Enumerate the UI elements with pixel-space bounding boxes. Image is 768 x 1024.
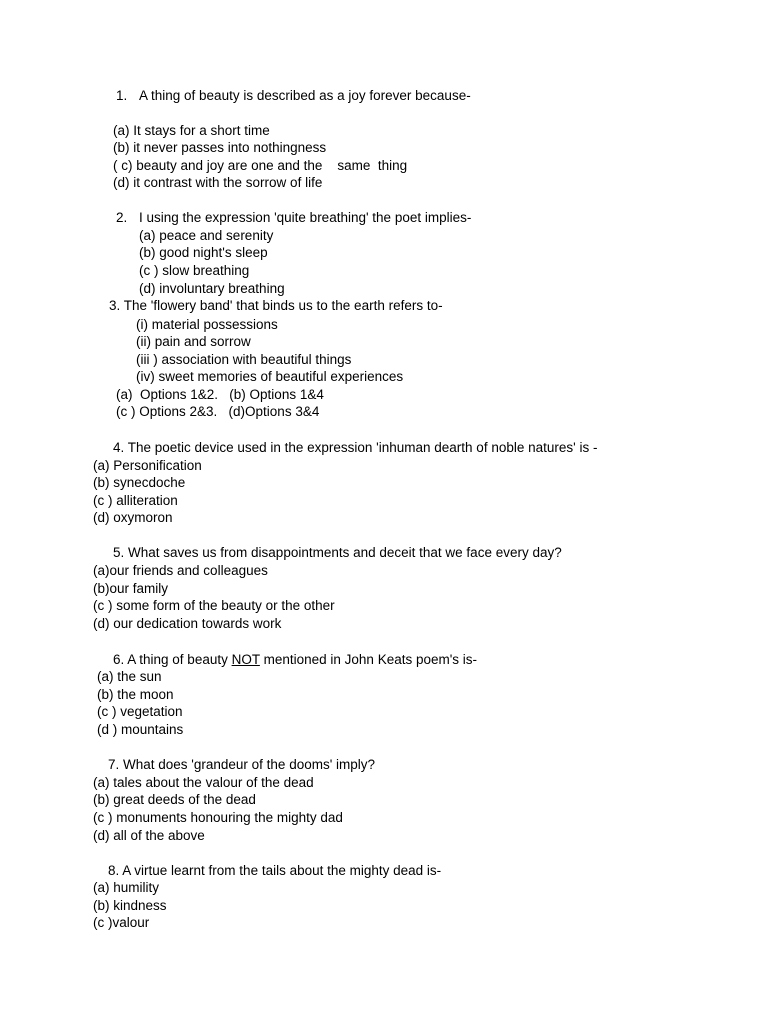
question-3-item-iv: (iv) sweet memories of beautiful experiences [136,369,404,384]
question-8-option-c: (c )valour [93,915,150,930]
question-5-option-b: (b)our family [93,581,169,596]
question-7-option-c: (c ) monuments honouring the mighty dad [93,810,343,825]
question-6-option-d: (d ) mountains [97,722,184,737]
question-5-option-a: (a)our friends and colleagues [93,563,268,578]
question-6-stem [113,651,477,668]
question-2-option-a: (a) peace and serenity [139,228,274,243]
question-3-item-ii: (ii) pain and sorrow [136,334,251,349]
question-8-stem: 8. A virtue learnt from the tails about the mighty dead is- [108,863,442,878]
question-2-option-b: (b) good night's sleep [139,245,268,260]
question-4-stem: 4. The poetic device used in the expression 'inhuman dearth of noble natures' is - [113,440,598,455]
question-6-option-b: (b) the moon [97,687,174,702]
question-6-stem-start: 6. A thing of beauty [113,652,232,667]
question-3-stem: 3. The 'flowery band' that binds us to the earth refers to- [109,298,443,313]
question-6-stem-emphasis: NOT [231,652,260,667]
question-7-option-a: (a) tales about the valour of the dead [93,775,314,790]
question-1-stem: A thing of beauty is described as a joy forever because- [139,88,471,103]
question-1-option-b: (b) it never passes into nothingness [113,140,327,155]
question-1-number: 1. [116,88,128,103]
question-1-option-c: ( c) beauty and joy are one and the same thing [113,158,408,173]
question-1-option-a: (a) It stays for a short time [113,123,270,138]
question-8-option-a: (a) humility [93,880,160,895]
question-7-option-d: (d) all of the above [93,828,205,843]
question-6-option-a: (a) the sun [97,669,162,684]
question-7-option-b: (b) great deeds of the dead [93,792,256,807]
question-4-option-d: (d) oxymoron [93,510,173,525]
question-2-stem: I using the expression 'quite breathing' the poet implies- [139,210,472,225]
question-7-stem: 7. What does 'grandeur of the dooms' imply? [108,757,376,772]
question-5-option-c: (c ) some form of the beauty or the other [93,598,335,613]
question-4-option-c: (c ) alliteration [93,493,178,508]
question-3-options-cd: (c ) Options 2&3. (d)Options 3&4 [116,404,320,419]
question-4-option-b: (b) synecdoche [93,475,186,490]
question-1-option-d: (d) it contrast with the sorrow of life [113,175,323,190]
question-3-options-ab: (a) Options 1&2. (b) Options 1&4 [116,387,324,402]
question-5-stem: 5. What saves us from disappointments and deceit that we face every day? [113,545,562,560]
question-5-option-d: (d) our dedication towards work [93,616,282,631]
question-2-option-d: (d) involuntary breathing [139,281,285,296]
question-6-stem-end: mentioned in John Keats poem's is- [259,652,478,667]
question-8-option-b: (b) kindness [93,898,167,913]
question-6-option-c: (c ) vegetation [97,704,183,719]
question-4-option-a: (a) Personification [93,458,202,473]
question-3-item-i: (i) material possessions [136,317,278,332]
question-2-number: 2. [116,210,128,225]
question-3-item-iii: (iii ) association with beautiful things [136,352,352,367]
question-2-option-c: (c ) slow breathing [139,263,250,278]
